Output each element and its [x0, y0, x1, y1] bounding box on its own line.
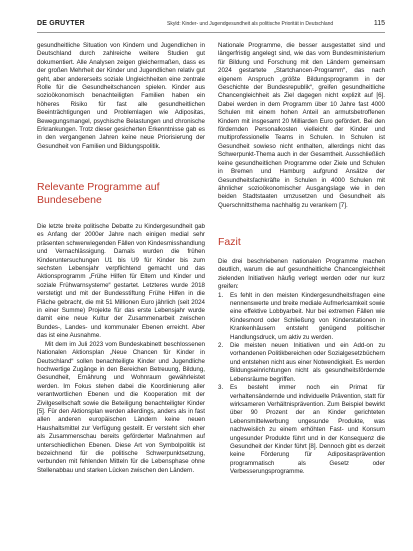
list-item: 1. Es fehlt in den meisten Kindergesundheitsfragen eine nennenswerte und breite mediale Aufmerksamkeit sowie eine effektive Lobbyarbeit. Nur bei extremen Fällen wie Kindesmord oder Schließung von Kinderstationen in Krankenhäusern entsteht genügend politischer Handlungsdruck, um aktiv zu werden.: [218, 291, 385, 341]
left-column-top: [37, 42, 205, 151]
list-item: 3. Es besteht immer noch ein Primat für verhaltensändernde und individuelle Prävention, statt für wirksameren Verhältnisprävention. Zum Beispiel bewirkt über 90 Prozent der an Kinder gerichteten Lebensmittelwerbung ungesunde Produkte, was nachweislich zu einem erhöhten Fast- und Konsum ungesunder Produkte führt und in der Konsequenz die Gesundheit der Kinder führt [8]. Dennoch gibt es derzeit keine Förderung für Adipositasprävention programmatisch als Gesetz oder Verbesserungsprogramme.: [218, 384, 385, 476]
section-heading-programme: Relevante Programme auf Bundesebene: [37, 181, 160, 206]
left-paragraph-2: Mit dem im Juli 2023 vom Bundeskabinett beschlossenen Nationalen Aktionsplan „Neue Chancen für Kinder in Deutschland“ sollen benachteiligte Kinder und Jugendliche hochwertige Zugänge in den Bereichen Betreuung, Bildung, Gesundheit, Ernährung und Wohnraum gewährleistet werden. Im Fokus stehen dabei die Koordinierung aller verantwortlichen Ebenen und die Kooperation mit der Zivilgesellschaft sowie die Beteiligung benachteiligter Kinder [5]. Für den Aktionsplan werden allerdings, anders als in fast allen anderen europäischen Ländern keine neuen Haushaltsmittel zur Verfügung gestellt. Er versteht sich eher als Zusammenschau bereits geförderter Maßnahmen auf unterschiedlichen Ebenen. Diese Art von Symbolpolitik ist bezeichnend für die politische Schwerpunktsetzung, verbunden mit fehlenden Mitteln für die Lebensphase ohne Stellenabbau und starken Lücken zwischen den Ländern.: [37, 340, 205, 474]
publisher-logo: DE GRUYTER: [37, 20, 85, 27]
section-heading-fazit: Fazit: [218, 236, 241, 248]
page-number: 115: [373, 20, 385, 27]
right-column-body: [218, 258, 385, 477]
running-title: Skyld: Kinder- und Jugendgesundheit als politische Priorität in Deutschland: [167, 21, 334, 27]
page-header: [37, 20, 385, 30]
fazit-list: [218, 292, 385, 477]
left-top-paragraph: gesundheitliche Situation von Kindern und Jugendlichen in Deutschland durch zahlreiche weitere Studien gut dokumentiert. Alle Analysen zeigen gleichermaßen, dass es der großen Mehrheit der Kinder und Jugendlichen relativ gut geht, aber andererseits soziale Ungleichheiten eine zentrale Rolle für die Gesundheitschancen spielen. Kinder aus sozioökonomisch benachteiligten Familien haben ein höheres Risiko für fast alle gesundheitlichen Beeinträchtigungen und Problemlagen wie Adipositas, Bewegungsmangel, psychische Belastungen und chronische Erkrankungen. Trotz dieser gesicherten Erkenntnisse gab es in den vergangenen Jahren keine neue Priorisierung der Gesundheit von Familien und Bildungspolitik.: [37, 42, 205, 150]
header-rule: [37, 32, 385, 33]
right-top-paragraph: Nationale Programme, die besser ausgestattet sind und längerfristig angelegt sind, wie das vom Bundesministerium für Bildung und Forschung mit den Ländern gemeinsam 2024 gestartete „Startchancen-Programm“, das nach eigenem Anspruch „größte Bildungsprogramm in der Geschichte der Bundesrepublik“, greifen gesundheitliche Chancengleichheit als Ziel dagegen nicht explizit auf [6]. Dabei werden in dem Programm über 10 Jahre fast 4000 Schulen mit einem hohen Anteil an armutsbetroffenen Kindern mit insgesamt 20 Milliarden Euro gefördert. Bei den fördernden Personalkosten vielleicht der Kinder und multiprofessionelle Teams in Schulen. In Schulen ist Gesundheit sowieso nicht enthalten, allerdings nicht das Schwerpunkt-Thema auch in der Gesamtheit. Ausschließlich keine gesundheitlichen Programme oder Ziele und Schulen in Bremen und Hamburg aufgrund Ansätze der Gesundheitsfachkräfte in Schulen in 4000 Schulen mit ähnlicher sozioökonomischer Ausgangslage wie in den beiden Stadtstaaten umzusetzen und Gesundheit als Querschnittsthema nachhaltig zu verankern [7].: [218, 42, 385, 209]
right-column-top: [218, 42, 385, 210]
left-column-body: [37, 223, 205, 475]
left-paragraph-1: Die letzte breite politische Debatte zu Kindergesundheit gab es Anfang der 2000er Jahre nach einigen medial sehr präsenten schwerwiegenden Fällen von Kindesmisshandlung und Vernachlässigung. Damals wurden die frühen Kinderuntersuchungen U1 bis U9 für Kinder bis zum sechsten Lebensjahr verpflichtend gemacht und das Aktionsprogramm „Frühe Hilfen für Eltern und Kinder und soziale Frühwarnsysteme“ gestartet. Letzteres wurde 2018 verstetigt und mit der Bundesstiftung Frühe Hilfen in die Fläche gebracht, die mit 51 Millionen Euro jährlich (seit 2024 in einer Summe) Projekte für das erste Lebensjahr wurde damit eine neue Kultur der Zusammenarbeit zwischen Bundes-, Landes- und kommunaler Ebenen erreicht. Aber das ist eine Ausnahme.: [37, 223, 205, 340]
fazit-intro: Die drei beschriebenen nationalen Programme machen deutlich, warum die auf gesundheitliche Chancengleichheit zielenden Initiativen häufig verlegt werden oder nur kurz greifen:: [218, 258, 385, 291]
list-item: 2. Die meisten neuen Initiativen und ein Add-on zu vorhandenen Politikbereichen oder Sozialgesetzbüchern und entstehen nicht aus einer Notwendigkeit. Es werden Bildungseinrichtungen nicht als gesundheitsfördernde Lebensräume begriffen.: [218, 342, 385, 383]
